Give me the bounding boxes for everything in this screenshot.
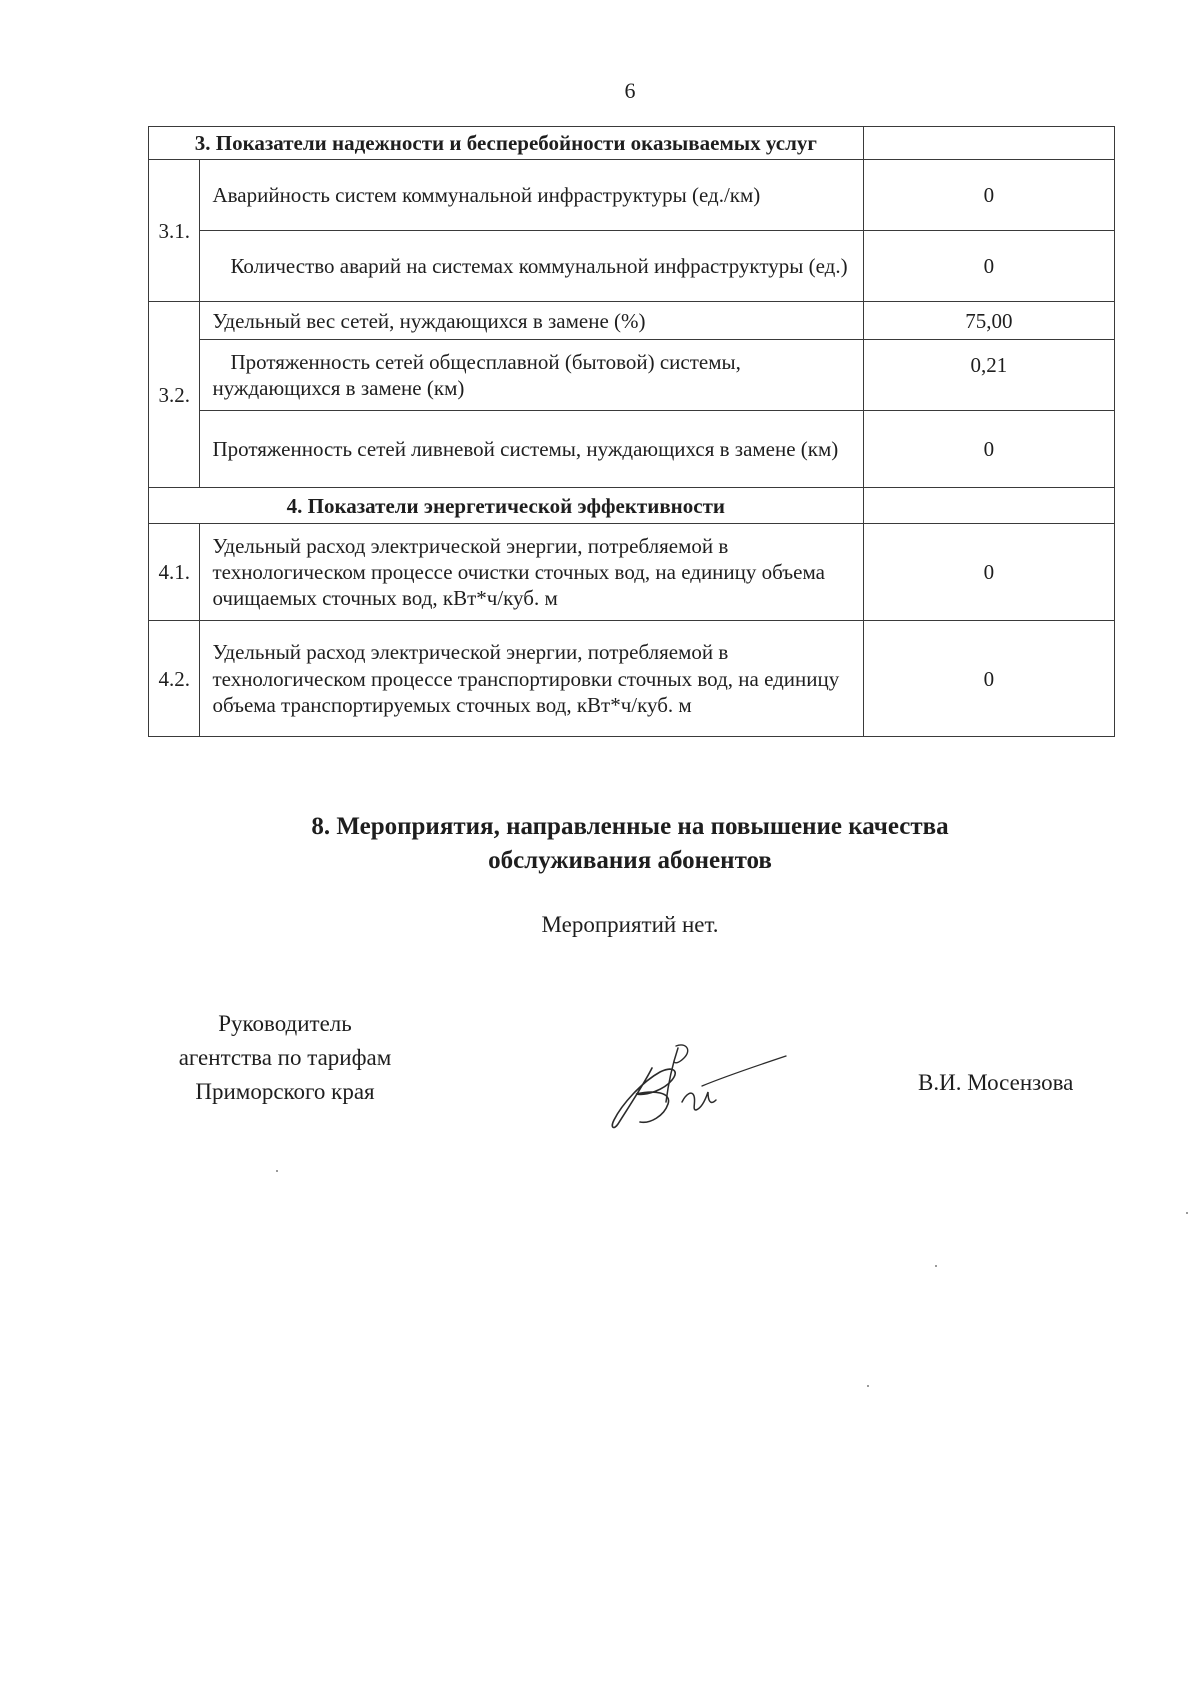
page-number: 6	[624, 78, 636, 103]
table-row	[149, 302, 1115, 340]
indicator-value: 0	[863, 411, 1114, 488]
table-row	[149, 524, 1115, 621]
row-number: 4.2.	[149, 621, 200, 737]
section-4-header-row	[149, 488, 1115, 524]
scan-speck	[935, 1265, 937, 1267]
signatory-title-line-2: агентства по тарифам	[178, 1045, 392, 1071]
table-row	[149, 340, 1115, 411]
section-3-value-cell	[863, 127, 1114, 160]
indicator-value: 75,00	[863, 302, 1114, 340]
table-row	[149, 160, 1115, 231]
section-8-heading-line-2: обслуживания абонентов	[488, 846, 772, 874]
section-8-heading-line-1: 8. Мероприятия, направленные на повышение качества	[311, 813, 949, 840]
indicators-table	[148, 126, 1115, 737]
no-measures-text: Мероприятий нет.	[541, 912, 719, 937]
indicator-value: 0	[863, 231, 1114, 302]
scan-speck	[1186, 1212, 1188, 1214]
signatory-name: В.И. Мосензова	[918, 1070, 1074, 1095]
scan-speck	[276, 1170, 278, 1172]
row-number: 4.1.	[149, 524, 200, 621]
indicator-description: Протяженность сетей общесплавной (бытовой) системы, нуждающихся в замене (км)	[200, 340, 863, 411]
indicator-description: Удельный расход электрической энергии, потребляемой в технологическом процессе очистки сточных вод, на единицу объема очищаемых сточных вод, кВт*ч/куб. м	[200, 524, 863, 621]
signatory-title-line-1: Руководитель	[218, 1011, 352, 1036]
table-row	[149, 411, 1115, 488]
row-number: 3.1.	[149, 160, 200, 302]
scan-speck	[867, 1385, 869, 1387]
indicator-description: Удельный расход электрической энергии, потребляемой в технологическом процессе транспортировки сточных вод, на единицу объема транспортируемых сточных вод, кВт*ч/куб. м	[200, 621, 863, 737]
indicator-description: Удельный вес сетей, нуждающихся в замене (%)	[200, 302, 863, 340]
row-number: 3.2.	[149, 302, 200, 488]
handwritten-signature	[606, 1040, 796, 1130]
table-row	[149, 621, 1115, 737]
section-3-title: 3. Показатели надежности и бесперебойности оказываемых услуг	[149, 127, 864, 160]
indicator-description: Аварийность систем коммунальной инфраструктуры (ед./км)	[200, 160, 863, 231]
indicator-description: Протяженность сетей ливневой системы, нуждающихся в замене (км)	[200, 411, 863, 488]
table-row	[149, 231, 1115, 302]
indicator-value: 0	[863, 160, 1114, 231]
indicator-description: Количество аварий на системах коммунальной инфраструктуры (ед.)	[200, 231, 863, 302]
indicator-value: 0	[863, 524, 1114, 621]
section-8-heading	[0, 810, 1200, 877]
section-3-header-row	[149, 127, 1115, 160]
indicator-value: 0,21	[863, 340, 1114, 411]
indicator-value: 0	[863, 621, 1114, 737]
section-4-value-cell	[863, 488, 1114, 524]
section-4-title: 4. Показатели энергетической эффективности	[149, 488, 864, 524]
signatory-title	[135, 1007, 435, 1109]
signatory-title-line-3: Приморского края	[195, 1079, 375, 1105]
